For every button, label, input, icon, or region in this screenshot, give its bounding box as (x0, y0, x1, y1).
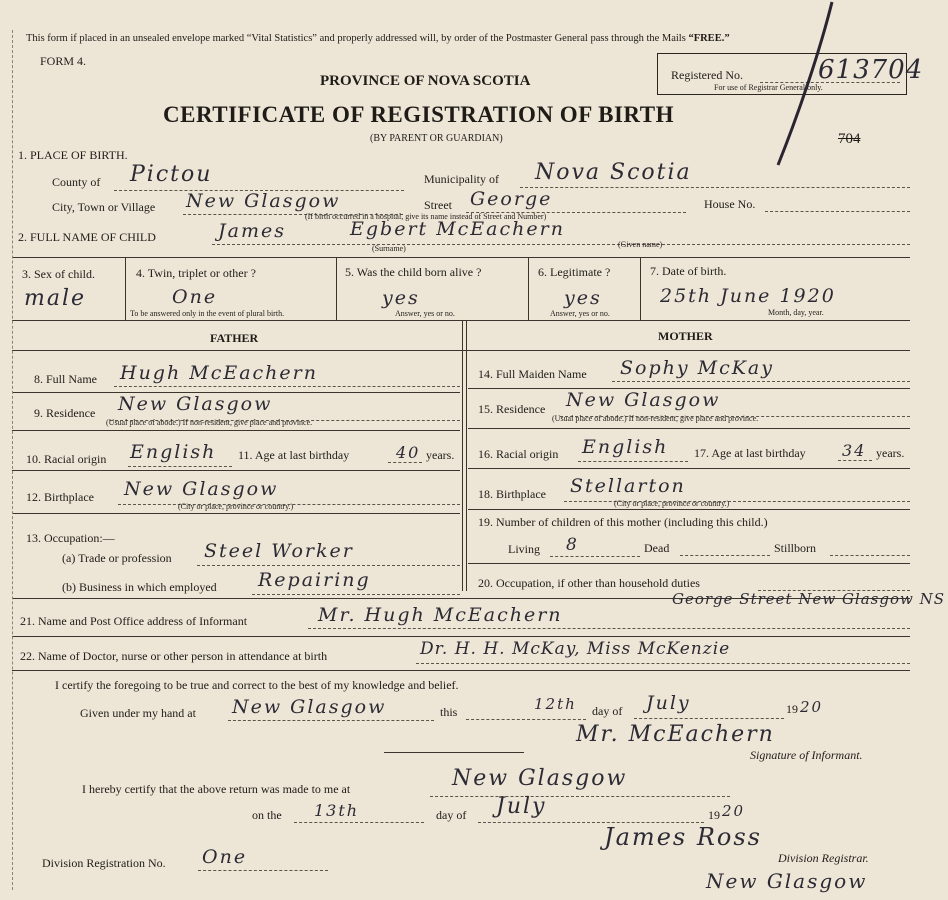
registrar-year-value: 20 (722, 802, 746, 820)
dead-label: Dead (644, 541, 670, 555)
county-label: County of (52, 175, 101, 189)
father-residence-value: New Glasgow (118, 393, 273, 415)
division-registration-label: Division Registration No. (42, 856, 166, 870)
mother-children-label: 19. Number of children of this mother (including this child.) (478, 515, 768, 529)
given-day-label: day of (592, 704, 623, 718)
father-trade-value: Steel Worker (204, 540, 354, 562)
mother-residence-label: 15. Residence (478, 402, 546, 416)
county-value: Pictou (130, 162, 213, 187)
father-age-label: 11. Age at last birthday (238, 448, 350, 462)
mother-heading: MOTHER (658, 329, 713, 343)
municipality-value: Nova Scotia (535, 160, 692, 185)
father-birthplace-label: 12. Birthplace (26, 490, 94, 504)
division-registrar-caption: Division Registrar. (778, 851, 869, 865)
mother-birthplace-label: 18. Birthplace (478, 487, 546, 501)
twin-value: One (172, 286, 218, 308)
father-age-unit: years. (426, 448, 455, 462)
living-label: Living (508, 542, 540, 556)
father-trade-label: (a) Trade or profession (62, 551, 172, 565)
stillborn-label: Stillborn (774, 541, 817, 555)
registrar-year-prefix: 19 (708, 808, 720, 822)
legitimate-value: yes (564, 287, 602, 309)
mother-racial-value: English (582, 436, 669, 458)
mother-birthplace-value: Stellarton (570, 475, 686, 497)
father-racial-label: 10. Racial origin (26, 452, 107, 466)
father-business-label: (b) Business in which employed (62, 580, 217, 594)
certificate-subtitle: (BY PARENT OR GUARDIAN) (370, 133, 503, 144)
father-occupation-label: 13. Occupation:— (26, 531, 115, 545)
this-label: this (440, 705, 458, 719)
child-given-name: James (218, 220, 286, 242)
mother-age-value: 34 (842, 441, 867, 460)
informant-address-value: George Street New Glasgow NS (672, 590, 946, 608)
city-value: New Glasgow (186, 190, 341, 212)
certificate-title: CERTIFICATE OF REGISTRATION OF BIRTH (163, 102, 674, 127)
father-heading: FATHER (210, 331, 259, 345)
municipality-label: Municipality of (424, 172, 499, 186)
registrar-statement: I hereby certify that the above return was made to me at (82, 782, 351, 796)
registrar-month-value: July (496, 794, 547, 819)
mother-name-label: 14. Full Maiden Name (478, 367, 587, 381)
given-place-value: New Glasgow (232, 696, 387, 718)
given-name-caption: (Given name) (618, 240, 663, 249)
father-business-value: Repairing (258, 569, 371, 591)
street-value: George (470, 188, 553, 210)
father-birthplace-note: (City or place, province or country.) (178, 502, 294, 511)
form-number: FORM 4. (40, 54, 87, 68)
sex-value: male (24, 286, 87, 311)
corner-number: 704 (838, 131, 861, 147)
father-name-value: Hugh McEachern (120, 362, 318, 384)
mother-name-value: Sophy McKay (620, 357, 774, 379)
legitimate-label: 6. Legitimate ? (538, 265, 611, 279)
informant-signature-caption: Signature of Informant. (750, 748, 863, 762)
house-number-label: House No. (704, 197, 756, 211)
informant-name-value: Mr. Hugh McEachern (318, 604, 563, 626)
father-residence-note: (Usual place of abode.) If non-resident, give place and province. (106, 418, 313, 427)
mother-age-unit: years. (876, 446, 905, 460)
surname-caption: (Surname) (372, 244, 406, 253)
place-of-birth-heading: 1. PLACE OF BIRTH. (18, 148, 128, 162)
date-of-birth-note: Month, day, year. (768, 308, 824, 317)
certify-statement: I certify the foregoing to be true and correct to the best of my knowledge and belief. (55, 678, 459, 692)
registered-number-label: Registered No. (671, 68, 743, 82)
twin-note: To be answered only in the event of plural birth. (130, 309, 285, 318)
given-day-value: 12th (534, 695, 577, 713)
born-alive-note: Answer, yes or no. (395, 309, 455, 318)
registrar-day-label: day of (436, 808, 467, 822)
father-birthplace-value: New Glasgow (124, 478, 279, 500)
mother-racial-label: 16. Racial origin (478, 447, 559, 461)
province-heading: PROVINCE OF NOVA SCOTIA (320, 73, 531, 89)
mother-residence-value: New Glasgow (566, 389, 721, 411)
street-label: Street (424, 198, 452, 212)
on-the-label: on the (252, 808, 282, 822)
given-year-value: 20 (800, 698, 824, 716)
father-residence-label: 9. Residence (34, 406, 96, 420)
registered-number-value: 613704 (818, 55, 924, 85)
registrar-signature: James Ross (604, 823, 762, 851)
born-alive-label: 5. Was the child born alive ? (345, 265, 482, 279)
mother-age-label: 17. Age at last birthday (694, 446, 806, 460)
mother-residence-note: (Usual place of abode.) If non-resident, give place and province. (552, 414, 759, 423)
child-surname: Egbert McEachern (350, 218, 565, 240)
given-month-value: July (646, 692, 691, 714)
doctor-value: Dr. H. H. McKay, Miss McKenzie (420, 639, 731, 659)
pen-stroke-mark (770, 0, 840, 170)
informant-signature: Mr. McEachern (576, 722, 775, 747)
sex-label: 3. Sex of child. (22, 267, 95, 281)
hospital-note: (If birth occurred in a hospital, give its name instead of Street and Number) (305, 212, 547, 221)
doctor-label: 22. Name of Doctor, nurse or other person in attendance at birth (20, 649, 328, 663)
informant-label: 21. Name and Post Office address of Informant (20, 614, 248, 628)
twin-label: 4. Twin, triplet or other ? (136, 266, 256, 280)
legitimate-note: Answer, yes or no. (550, 309, 610, 318)
father-age-value: 40 (396, 443, 421, 462)
father-name-label: 8. Full Name (34, 372, 97, 386)
given-year-prefix: 19 (786, 702, 798, 716)
mother-occupation-label: 20. Occupation, if other than household duties (478, 576, 700, 590)
mother-birthplace-note: (City or place, province or country.) (614, 499, 730, 508)
division-registration-value: One (202, 846, 248, 868)
registrar-day-value: 13th (314, 801, 360, 820)
registrar-general-note: For use of Registrar General only. (714, 83, 823, 92)
mail-notice: This form if placed in an unsealed envelope marked “Vital Statistics” and properly addressed will, by order of the Postmaster General pass through the Mails “FREE.” (26, 33, 730, 44)
registrar-place-signature: New Glasgow (706, 869, 868, 893)
living-value: 8 (566, 535, 579, 555)
child-name-label: 2. FULL NAME OF CHILD (18, 230, 156, 244)
given-under-label: Given under my hand at (80, 706, 196, 720)
date-of-birth-value: 25th June 1920 (660, 285, 836, 307)
father-racial-value: English (130, 441, 217, 463)
registrar-place-value: New Glasgow (452, 766, 628, 791)
born-alive-value: yes (382, 287, 420, 309)
date-of-birth-label: 7. Date of birth. (650, 264, 727, 278)
city-label: City, Town or Village (52, 200, 156, 214)
